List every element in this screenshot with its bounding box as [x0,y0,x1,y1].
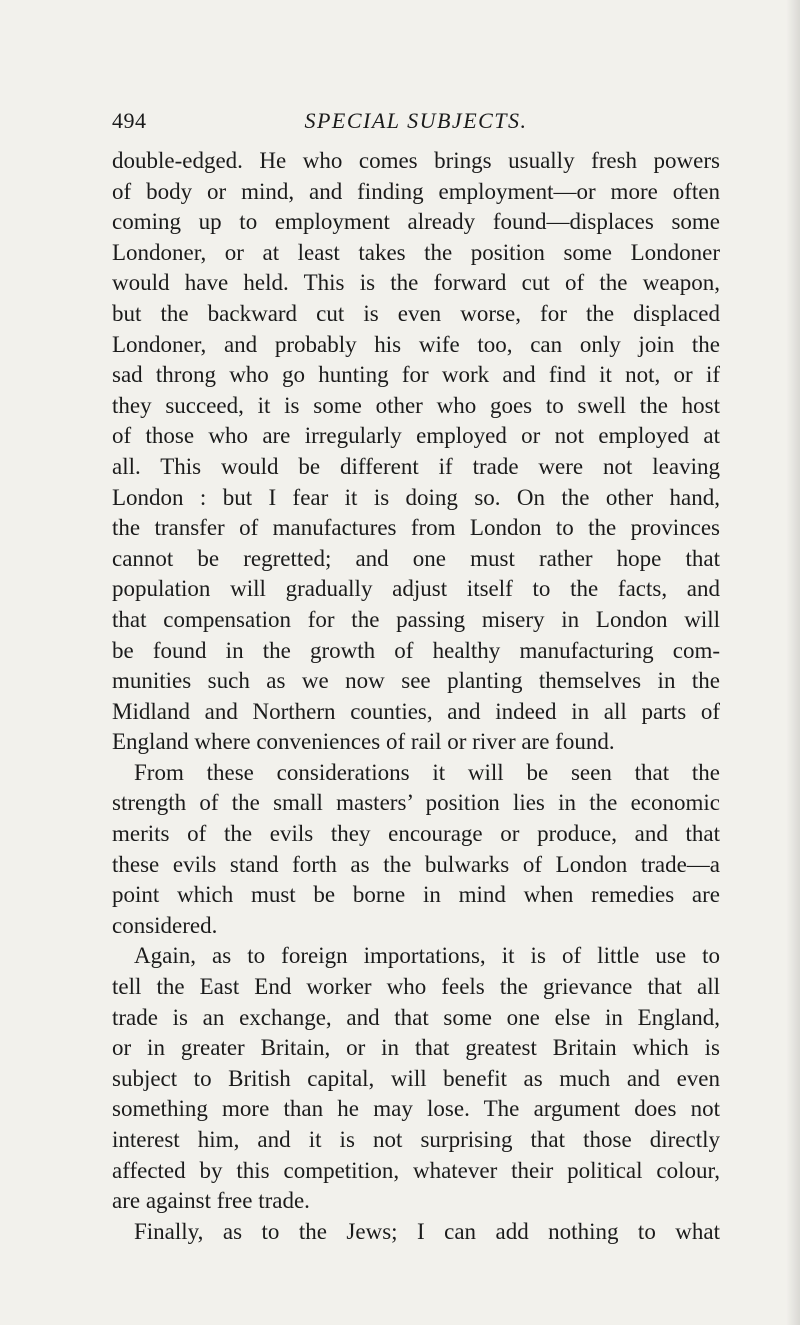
page-number: 494 [112,108,147,133]
paragraph-1 [112,146,720,758]
text-line: considered. [112,912,218,938]
text-line: the transfer of manufactures from London to the provinces [112,515,720,541]
page-header [112,104,720,138]
text-line: or in greater Britain, or in that greatest Britain which is [112,1035,720,1061]
text-line: England where conveniences of rail or river are found. [112,729,615,755]
body-text [112,146,720,1247]
text-line: From these considerations it will be seen that the [134,759,720,785]
text-line: Finally, as to the Jews; I can add nothing to what [134,1218,720,1244]
text-line: point which must be borne in mind when remedies are [112,882,720,908]
running-title: SPECIAL SUBJECTS. [304,108,528,133]
text-line: would have held. This is the forward cut of the weapon, [112,270,720,296]
text-line: Londoner, or at least takes the position some Londoner [112,239,720,265]
text-line: that compensation for the passing misery in London will [112,606,720,632]
text-line: trade is an exchange, and that some one else in England, [112,1004,720,1030]
text-line: Again, as to foreign importations, it is of little use to [134,943,720,969]
paragraph-2 [112,758,720,942]
text-line: interest him, and it is not surprising that those directly [112,1127,720,1152]
text-line: subject to British capital, will benefit as much and even [112,1065,720,1091]
page-edge-shadow [786,0,800,1325]
paragraph-3 [112,941,720,1216]
text-line: Londoner, and probably his wife too, can only join the [112,331,720,357]
text-line: all. This would be different if trade were not leaving [112,453,720,479]
text-line: strength of the small masters’ position lies in the economic [112,790,720,816]
text-line: sad throng who go hunting for work and find it not, or if [112,362,720,388]
text-line: something more than he may lose. The argument does not [112,1096,720,1122]
text-line: London : but I fear it is doing so. On the other hand, [112,484,720,510]
text-line: affected by this competition, whatever their political colour, [112,1157,720,1183]
text-line: merits of the evils they encourage or produce, and that [112,821,720,847]
text-line: coming up to employment already found—displaces some [112,209,720,235]
text-line: of those who are irregularly employed or not employed at [112,423,720,449]
text-line: are against free trade. [112,1188,310,1214]
text-line: tell the East End worker who feels the grievance that all [112,974,720,1000]
text-line: these evils stand forth as the bulwarks of London trade—a [112,851,720,877]
text-line: cannot be regretted; and one must rather hope that [112,545,720,571]
text-line: but the backward cut is even worse, for the displaced [112,300,720,326]
text-line: double-edged. He who comes brings usually fresh powers [112,148,720,173]
text-line: of body or mind, and finding employment—or more often [112,178,720,204]
text-line: be found in the growth of healthy manufacturing com- [112,637,720,663]
text-line: population will gradually adjust itself to the facts, and [112,576,720,602]
text-line: munities such as we now see planting themselves in the [112,668,720,694]
text-line: Midland and Northern counties, and indeed in all parts of [112,698,720,724]
paragraph-4 [112,1217,720,1248]
text-line: they succeed, it is some other who goes to swell the host [112,392,720,418]
